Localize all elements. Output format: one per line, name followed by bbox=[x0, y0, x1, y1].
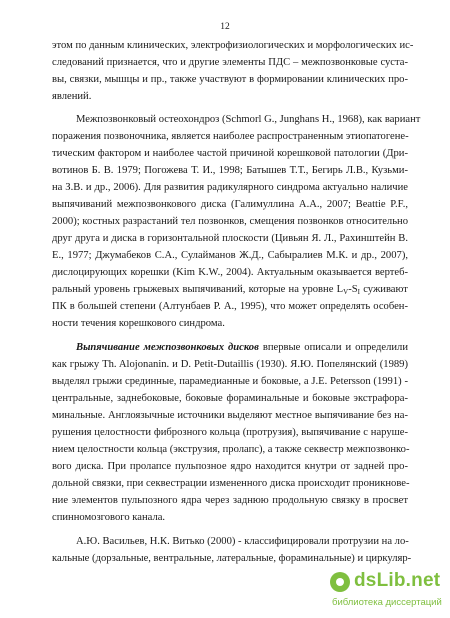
level-subscript: I bbox=[357, 288, 360, 296]
text-line: как грыжу Th. Alojonanin. и D. Petit-Dutaillis (1930). Я.Ю. Попелянский (1989) bbox=[52, 359, 408, 370]
text-line: рушения целостности фиброзного кольца (протрузия), выпячивание с наруше- bbox=[52, 427, 408, 438]
page-number: 12 bbox=[220, 22, 230, 32]
text-line: дольной связки, при секвестрации измененного диска происходит проникнове- bbox=[52, 478, 410, 489]
text-line: Е., 1977; Джумабеков С.А., Сулайманов Ж.Д., Сабыралиев М.К. и др., 2007), bbox=[52, 250, 408, 261]
text-line: ПК в большей степени (Алтунбаев Р. А., 1995), что может определять особен- bbox=[52, 301, 408, 312]
dslib-logo-icon bbox=[330, 572, 350, 592]
text-line: тическим фактором и наиболее частой причиной корешковой патологии (Дри- bbox=[52, 148, 408, 159]
text-span: суживают bbox=[359, 284, 408, 295]
text-line: кальные (дорзальные, вентральные, латеральные, фораминальные) и циркуляр- bbox=[52, 553, 412, 564]
text-line: 2000); костных разрастаний тел позвонков, смещения позвонков относительно bbox=[52, 216, 408, 227]
text-span: впервые описали и определили bbox=[258, 342, 408, 353]
text-line: поражения позвоночника, является наиболее распространенным этиопатогене- bbox=[52, 131, 409, 142]
level-subscript: V bbox=[343, 288, 349, 296]
text-line bbox=[76, 341, 408, 355]
text-line: вы, связки, мышцы и пр., также участвуют в формировании клинических про- bbox=[52, 74, 408, 85]
text-line: следований признается, что и другие элементы ПДС – межпозвонковые суста- bbox=[52, 57, 408, 68]
text-line: этом по данным клинических, электрофизиологических и морфологических ис- bbox=[52, 40, 414, 51]
text-line: выпячиваний межпозвонкового диска (Галимуллина А.А., 2007; Beattie P.F., bbox=[52, 199, 408, 210]
text-line: центральные, заднебоковые, боковые фораминальные и боковые экстрафора- bbox=[52, 393, 408, 404]
watermark-brand: dsLib.net bbox=[354, 570, 441, 591]
text-line: минальные. Англоязычные источники выделяют местное выпячивание без на- bbox=[52, 410, 408, 421]
text-line: А.Ю. Васильев, Н.К. Витько (2000) - классифицировали протрузии на ло- bbox=[76, 536, 409, 547]
text-line: Межпозвонковый остеохондроз (Schmorl G., Junghans H., 1968), как вариант bbox=[76, 114, 421, 125]
text-span: ральный уровень грыжевых выпячиваний, которые на уровне L bbox=[52, 284, 344, 295]
text-line: нием целостности кольца (экструзия, пролапс), а также секвестр межпозвонко- bbox=[52, 444, 410, 455]
text-line: явлений. bbox=[52, 91, 92, 102]
dslib-watermark bbox=[330, 570, 448, 616]
text-line: на З.В. и др., 2006). Для развития радикулярного синдрома актуально наличие bbox=[52, 182, 408, 193]
text-line: спинномозгового канала. bbox=[52, 512, 166, 523]
text-line: дислоцирующих корешки (Kim K.W., 2004). Актуальным оказывается вертеб- bbox=[52, 267, 408, 278]
text-line bbox=[52, 283, 408, 297]
section-term: Выпячивание межпозвонковых дисков bbox=[76, 342, 259, 353]
text-line: выделял грыжи срединные, парамедианные и боковые, а J.E. Petersson (1991) - bbox=[52, 376, 408, 387]
text-line: друг друга и диска в горизонтальной плоскости (Цивьян Я. Л., Рахинштейн В. bbox=[52, 233, 408, 244]
text-span: -S bbox=[348, 284, 358, 295]
text-line: вотинов Б. В. 1979; Погожева Т. И., 1998; Батышев Т.Т., Бегирь Л.В., Кузьми- bbox=[52, 165, 408, 176]
text-line: ности течения корешкового синдрома. bbox=[52, 318, 225, 329]
text-line: ние элементов пульпозного ядра через заднюю продольную связку в просвет bbox=[52, 495, 408, 506]
text-line: вого диска. При пролапсе пульпозное ядро находится кнутри от задней про- bbox=[52, 461, 408, 472]
watermark-subtitle: библиотека диссертаций bbox=[332, 597, 442, 608]
